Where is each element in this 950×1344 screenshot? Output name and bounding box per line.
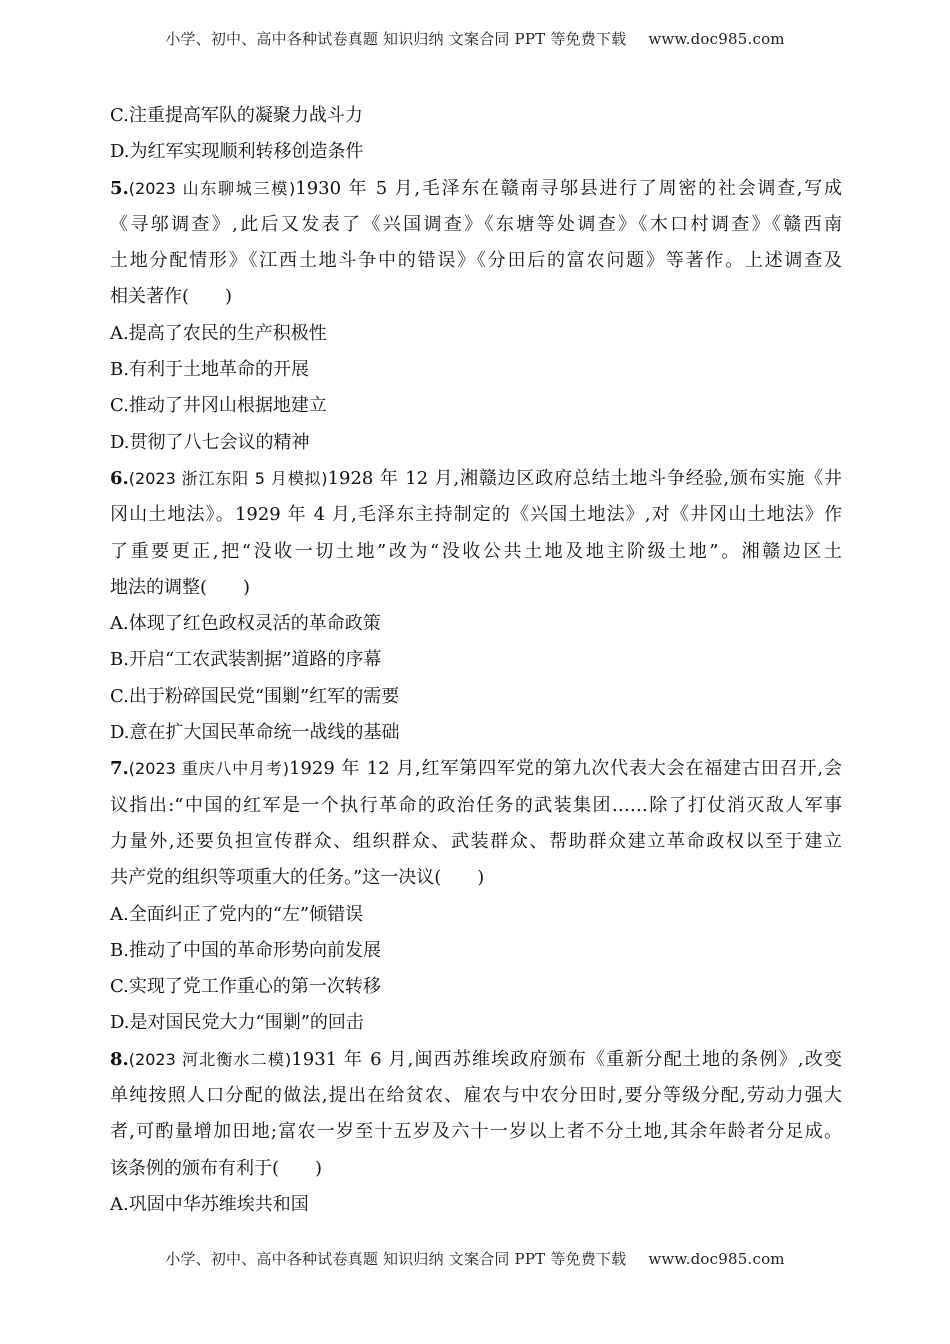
q5-option-c: C.推动了井冈山根据地建立 <box>110 395 327 417</box>
question-content <box>110 98 842 1223</box>
q5-source: (2023 山东聊城三模) <box>128 178 296 198</box>
q5-option-d: D.贯彻了八七会议的精神 <box>110 431 310 453</box>
header-site-link[interactable]: www.doc985.com <box>648 30 785 48</box>
q8-option-a: A.巩固中华苏维埃共和国 <box>110 1193 309 1215</box>
header-text: 小学、初中、高中各种试卷真题 知识归纳 文案合同 PPT 等免费下载 <box>165 30 627 48</box>
q7-option-b: B.推动了中国的革命形势向前发展 <box>110 939 381 961</box>
q5-stem-line-4: 相关著作( ) <box>110 286 233 308</box>
q6-option-b: B.开启“工农武装割据”道路的序幕 <box>110 649 382 671</box>
q7-option-d: D.是对国民党大力“围剿”的回击 <box>110 1012 364 1034</box>
q4-option-c: C.注重提高军队的凝聚力战斗力 <box>110 105 363 126</box>
q6-stem-text-1: 1928 年 12 月,湘赣边区政府总结土地斗争经验,颁布实施《井 <box>327 467 842 489</box>
q7-stem-line-3: 力量外,还要负担宣传群众、组织群众、武装群众、帮助群众建立革命政权以至于建立 <box>110 830 842 852</box>
q5-stem-text-1: 1930 年 5 月,毛泽东在赣南寻邬县进行了周密的社会调查,写成 <box>295 177 842 199</box>
q6-source: (2023 浙江东阳 5 月模拟) <box>128 468 328 488</box>
q8-source: (2023 河北衡水二模) <box>128 1049 292 1069</box>
q7-source: (2023 重庆八中月考) <box>128 759 290 779</box>
q6-option-a: A.体现了红色政权灵活的革命政策 <box>110 613 381 635</box>
q5-option-a: A.提高了农民的生产积极性 <box>110 322 327 344</box>
q5-option-b: B.有利于土地革命的开展 <box>110 359 309 381</box>
q7-stem-line-4: 共产党的组织等项重大的任务。”这一决议( ) <box>110 867 485 889</box>
q7-stem-line-1 <box>110 751 842 787</box>
q7-number: 7. <box>110 758 129 780</box>
q8-stem-line-3: 者,可酌量增加田地;富农一岁至十五岁及六十一岁以上者不分土地,其余年龄者分足成。 <box>110 1121 842 1143</box>
q8-stem-line-2: 单纯按照人口分配的做法,提出在给贫农、雇农与中农分田时,要分等级分配,劳动力强大 <box>110 1085 842 1107</box>
footer-text: 小学、初中、高中各种试卷真题 知识归纳 文案合同 PPT 等免费下载 <box>165 1250 627 1268</box>
q7-stem-line-2: 议指出:“中国的红军是一个执行革命的政治任务的武装集团……除了打仗消灭敌人军事 <box>110 794 842 816</box>
footer-site-link[interactable]: www.doc985.com <box>648 1250 785 1268</box>
q5-stem-line-3: 土地分配情形》《江西土地斗争中的错误》《分田后的富农问题》等著作。上述调查及 <box>110 250 842 272</box>
q8-number: 8. <box>110 1048 129 1070</box>
q7-option-c: C.实现了党工作重心的第一次转移 <box>110 976 381 998</box>
page-footer <box>0 1248 950 1269</box>
page-header <box>0 28 950 49</box>
q6-stem-line-3: 了重要更正,把“没收一切土地”改为“没收公共土地及地主阶级土地”。湘赣边区土 <box>110 540 842 562</box>
q5-stem-line-1 <box>110 171 842 207</box>
q8-stem-line-1 <box>110 1042 842 1078</box>
q7-option-a: A.全面纠正了党内的“左”倾错误 <box>110 903 364 925</box>
q6-stem-line-1 <box>110 461 842 497</box>
q6-number: 6. <box>110 467 129 489</box>
q6-option-c: C.出于粉碎国民党“围剿”红军的需要 <box>110 685 400 707</box>
q8-stem-line-4: 该条例的颁布有利于( ) <box>110 1157 323 1179</box>
q6-stem-line-2: 冈山土地法》。1929 年 4 月,毛泽东主持制定的《兴国土地法》,对《井冈山土地法》作 <box>110 504 842 526</box>
q5-stem-line-2: 《寻邬调查》,此后又发表了《兴国调查》《东塘等处调查》《木口村调查》《赣西南 <box>110 213 842 235</box>
q5-number: 5. <box>110 177 129 199</box>
q4-option-d: D.为红军实现顺利转移创造条件 <box>110 141 364 163</box>
q6-stem-line-4: 地法的调整( ) <box>110 576 251 598</box>
q7-stem-text-1: 1929 年 12 月,红军第四军党的第九次代表大会在福建古田召开,会 <box>289 758 842 780</box>
q6-option-d: D.意在扩大国民革命统一战线的基础 <box>110 722 400 744</box>
q8-stem-text-1: 1931 年 6 月,闽西苏维埃政府颁布《重新分配土地的条例》,改变 <box>291 1048 842 1070</box>
